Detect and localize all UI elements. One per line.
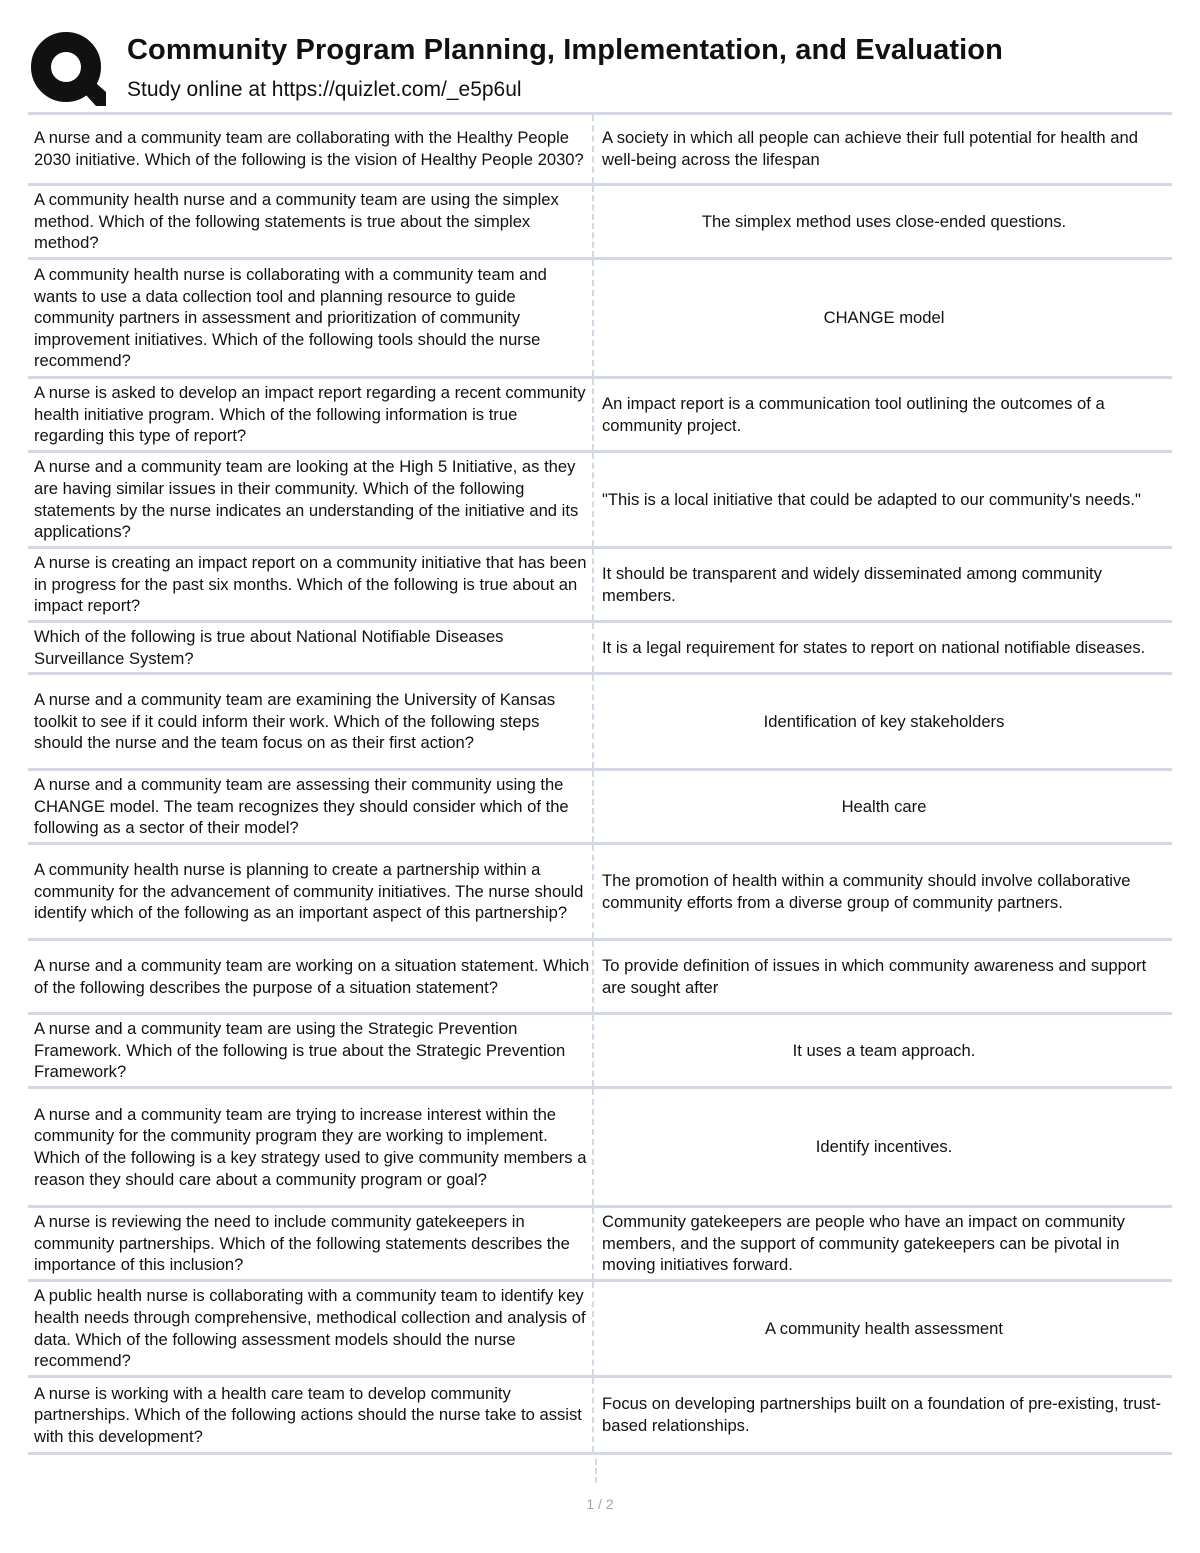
flashcard-row [28, 675, 1172, 771]
definition-text: A community health assessment [765, 1318, 1003, 1338]
definition-text: Identify incentives. [815, 1137, 953, 1157]
definition-cell [594, 771, 1172, 842]
definition-text: Health care [841, 796, 927, 816]
term-text: A nurse and a community team are trying to increase interest within the community for the community program they are working to implement. Which of the following is a key strategy used to give community members a reason they should care about a community program or goal? [34, 1104, 587, 1189]
definition-cell [594, 1282, 1172, 1375]
term-text: A nurse is creating an impact report on a community initiative that has been in progress for the past six months. Which of the following is true about an impact report? [34, 553, 587, 616]
term-cell [28, 675, 594, 768]
page-header [30, 28, 1170, 108]
column-divider-tail [595, 1459, 597, 1483]
definition-cell [594, 845, 1172, 938]
term-text: A nurse and a community team are looking at the High 5 Initiative, as they are having similar issues in their community. Which of the following statements by the nurse indicates an understanding of the initiative and its applications? [34, 457, 579, 542]
definition-cell [594, 260, 1172, 376]
definition-text: Identification of key stakeholders [763, 711, 1005, 731]
term-cell [28, 186, 594, 257]
definition-cell [594, 549, 1172, 620]
flashcard-row [28, 941, 1172, 1015]
term-cell [28, 115, 594, 183]
term-cell [28, 845, 594, 938]
term-text: A nurse and a community team are examining the University of Kansas toolkit to see if it could inform their work. Which of the following steps should the nurse and the team focus on as their first action? [34, 690, 556, 753]
term-cell [28, 1015, 594, 1086]
definition-cell [594, 115, 1172, 183]
study-link[interactable]: Study online at https://quizlet.com/_e5p6ul [127, 78, 522, 101]
term-cell [28, 1089, 594, 1205]
term-cell [28, 1208, 594, 1279]
term-cell [28, 771, 594, 842]
term-text: A nurse and a community team are collaborating with the Healthy People 2030 initiative. Which of the following is the vision of Healthy People 2030? [34, 128, 584, 169]
page-number: 1 / 2 [586, 1496, 614, 1512]
definition-text: The promotion of health within a community should involve collaborative community efforts from a diverse group of community partners. [602, 870, 1131, 912]
term-text: A nurse is reviewing the need to include community gatekeepers in community partnerships. Which of the following statements describes the importance of this inclusion? [34, 1212, 570, 1275]
flashcard-row [28, 379, 1172, 453]
flashcard-row [28, 115, 1172, 186]
term-text: A nurse is working with a health care team to develop community partnerships. Which of the following actions should the nurse take to assist with this development? [34, 1383, 582, 1446]
term-text: A nurse is asked to develop an impact report regarding a recent community health initiative program. Which of the following information is true regarding this type of report? [34, 383, 586, 446]
flashcard-row [28, 549, 1172, 623]
term-cell [28, 1378, 594, 1452]
page-title: Community Program Planning, Implementation, and Evaluation [127, 34, 1003, 66]
definition-cell [594, 1015, 1172, 1086]
term-cell [28, 260, 594, 376]
definition-cell [594, 675, 1172, 768]
definition-cell [594, 186, 1172, 257]
term-cell [28, 941, 594, 1012]
term-text: A community health nurse is collaborating with a community team and wants to use a data collection tool and planning resource to guide community partners in assessment and prioritization of community improvement initiatives. Which of the following tools should the nurse recommend? [34, 265, 547, 371]
flashcard-row [28, 453, 1172, 549]
term-text: A community health nurse and a community team are using the simplex method. Which of the following statements is true about the simplex method? [34, 190, 559, 253]
term-text: A nurse and a community team are using the Strategic Prevention Framework. Which of the following is true about the Strategic Prevention Framework? [34, 1019, 566, 1082]
term-cell [28, 549, 594, 620]
flashcard-row [28, 1015, 1172, 1089]
term-text: A public health nurse is collaborating with a community team to identify key health needs through comprehensive, methodical collection and analysis of data. Which of the following assessment models should the nurse recommend? [34, 1286, 586, 1371]
definition-text: To provide definition of issues in which community awareness and support are sought after [602, 955, 1147, 997]
definition-cell [594, 1208, 1172, 1279]
definition-text: Focus on developing partnerships built on a foundation of pre-existing, trust-based relationships. [602, 1394, 1161, 1435]
flashcard-row [28, 1378, 1172, 1455]
definition-text: "This is a local initiative that could be adapted to our community's needs." [602, 489, 1141, 509]
flashcard-row [28, 1282, 1172, 1378]
term-cell [28, 379, 594, 450]
definition-cell [594, 1089, 1172, 1205]
definition-text: It should be transparent and widely disseminated among community members. [602, 563, 1102, 605]
term-cell [28, 623, 594, 672]
flashcard-row [28, 1208, 1172, 1282]
flashcard-row [28, 771, 1172, 845]
term-text: A nurse and a community team are working on a situation statement. Which of the following describes the purpose of a situation statement? [34, 955, 590, 997]
definition-text: CHANGE model [823, 308, 945, 328]
definition-text: It is a legal requirement for states to report on national notifiable diseases. [602, 637, 1146, 657]
term-cell [28, 453, 594, 546]
definition-cell [594, 941, 1172, 1012]
definition-text: An impact report is a communication tool outlining the outcomes of a community project. [602, 393, 1105, 435]
definition-text: Community gatekeepers are people who have an impact on community members, and the support of community gatekeepers can be pivotal in moving initiatives forward. [602, 1212, 1125, 1275]
definition-cell [594, 379, 1172, 450]
flashcard-row [28, 260, 1172, 379]
flashcard-row [28, 186, 1172, 260]
definition-text: A society in which all people can achieve their full potential for health and well-being across the lifespan [602, 128, 1138, 169]
flashcard-row [28, 845, 1172, 941]
term-text: A community health nurse is planning to create a partnership within a community for the advancement of community initiatives. The nurse should identify which of the following as an important aspect of this partnership? [34, 860, 584, 923]
flashcard-row [28, 1089, 1172, 1208]
definition-text: It uses a team approach. [792, 1040, 976, 1060]
term-cell [28, 1282, 594, 1375]
quizlet-logo-icon [30, 30, 106, 106]
flashcard-row [28, 623, 1172, 675]
definition-cell [594, 623, 1172, 672]
term-text: Which of the following is true about National Notifiable Diseases Surveillance System? [34, 626, 504, 668]
flashcard-table [28, 112, 1172, 1455]
definition-cell [594, 1378, 1172, 1452]
term-text: A nurse and a community team are assessing their community using the CHANGE model. The team recognizes they should consider which of the following as a sector of their model? [34, 775, 569, 838]
definition-text: The simplex method uses close-ended questions. [701, 211, 1067, 231]
definition-cell [594, 453, 1172, 546]
